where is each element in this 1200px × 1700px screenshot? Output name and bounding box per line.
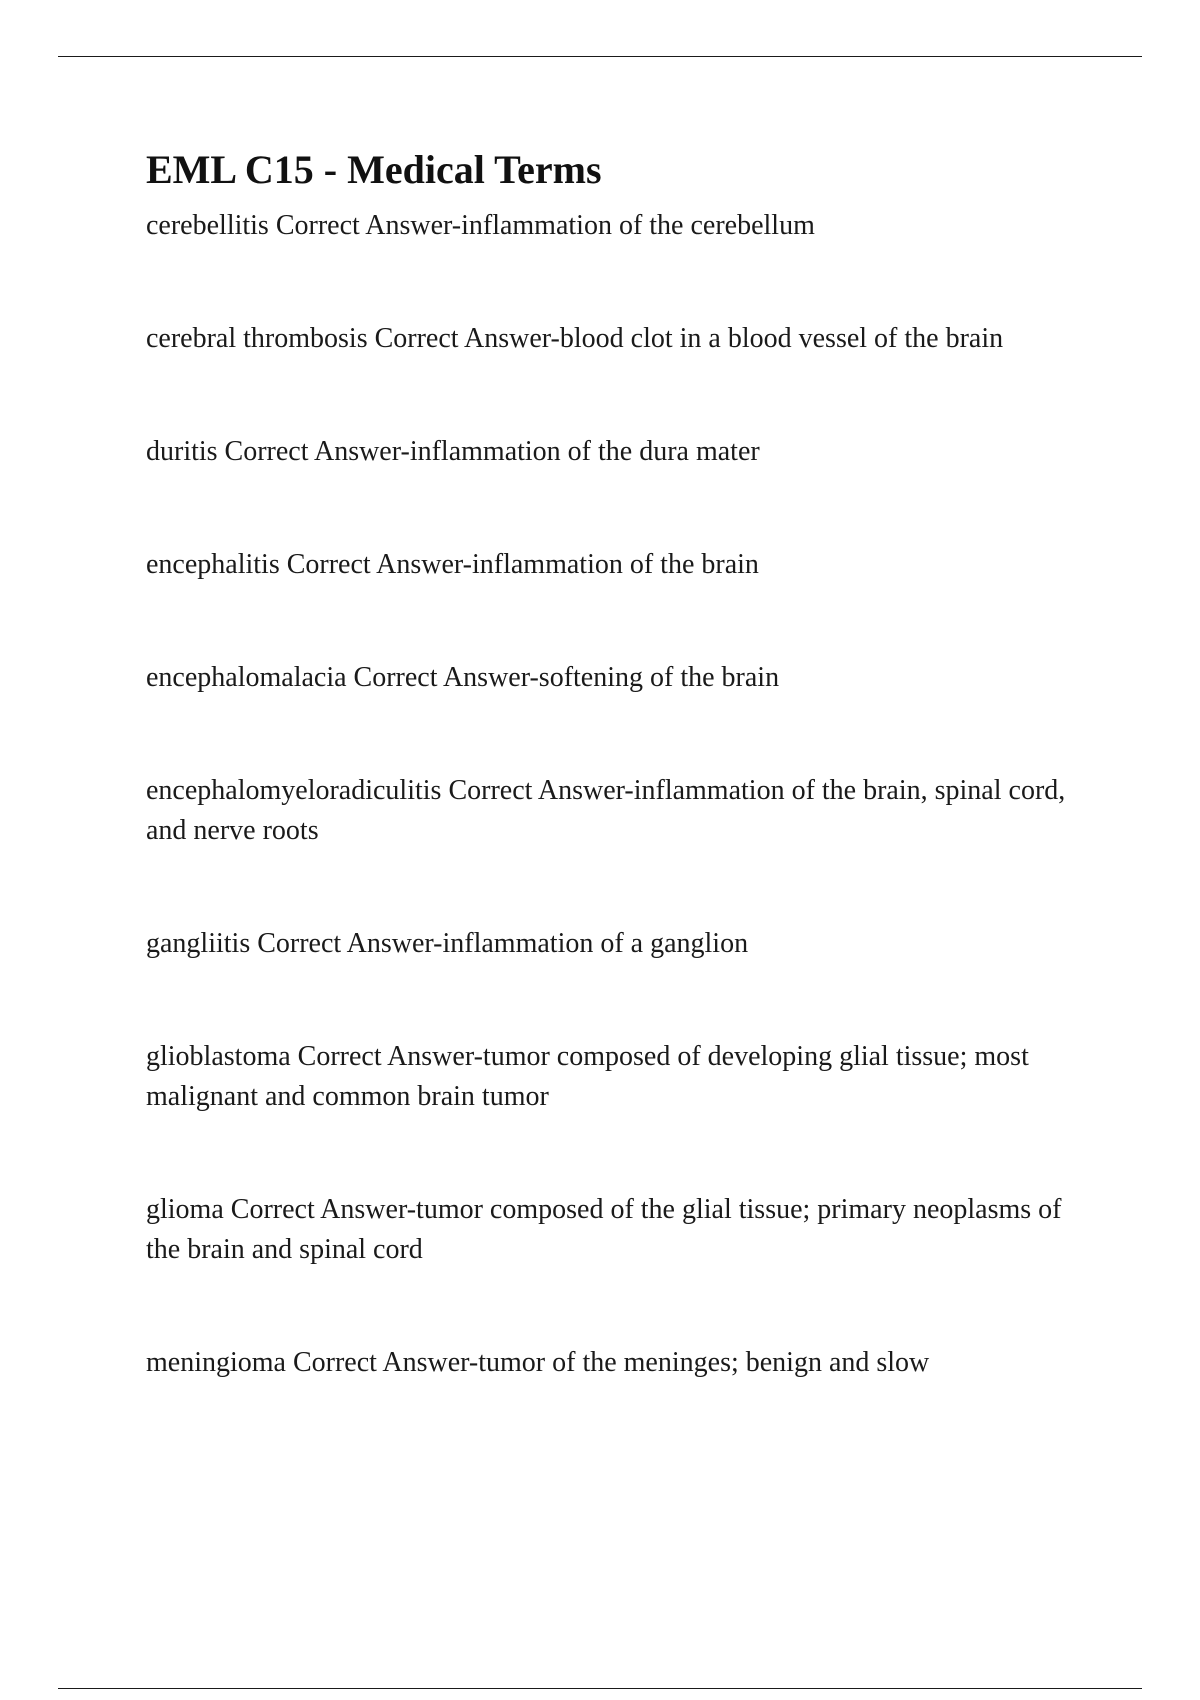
- bottom-rule: [58, 1688, 1142, 1689]
- page-title: EML C15 - Medical Terms: [146, 147, 602, 192]
- term-entry: encephalomyeloradiculitis Correct Answer-inflammation of the brain, spinal cord, and nerve roots: [146, 775, 1066, 846]
- term-entry: meningioma Correct Answer-tumor of the meninges; benign and slow: [146, 1347, 930, 1378]
- term-entry: encephalomalacia Correct Answer-softening of the brain: [146, 662, 780, 693]
- term-entry: cerebral thrombosis Correct Answer-blood clot in a blood vessel of the brain: [146, 323, 1004, 354]
- term-entry: gangliitis Correct Answer-inflammation of a ganglion: [146, 928, 749, 959]
- term-entry: glioma Correct Answer-tumor composed of the glial tissue; primary neoplasms of the brain and spinal cord: [146, 1194, 1062, 1265]
- term-entry: glioblastoma Correct Answer-tumor composed of developing glial tissue; most malignant and common brain tumor: [146, 1041, 1029, 1112]
- term-entry: encephalitis Correct Answer-inflammation of the brain: [146, 549, 759, 580]
- term-entry: cerebellitis Correct Answer-inflammation of the cerebellum: [146, 210, 815, 241]
- page-content: [146, 146, 1086, 1383]
- term-entry: duritis Correct Answer-inflammation of the dura mater: [146, 436, 760, 467]
- top-rule: [58, 56, 1142, 57]
